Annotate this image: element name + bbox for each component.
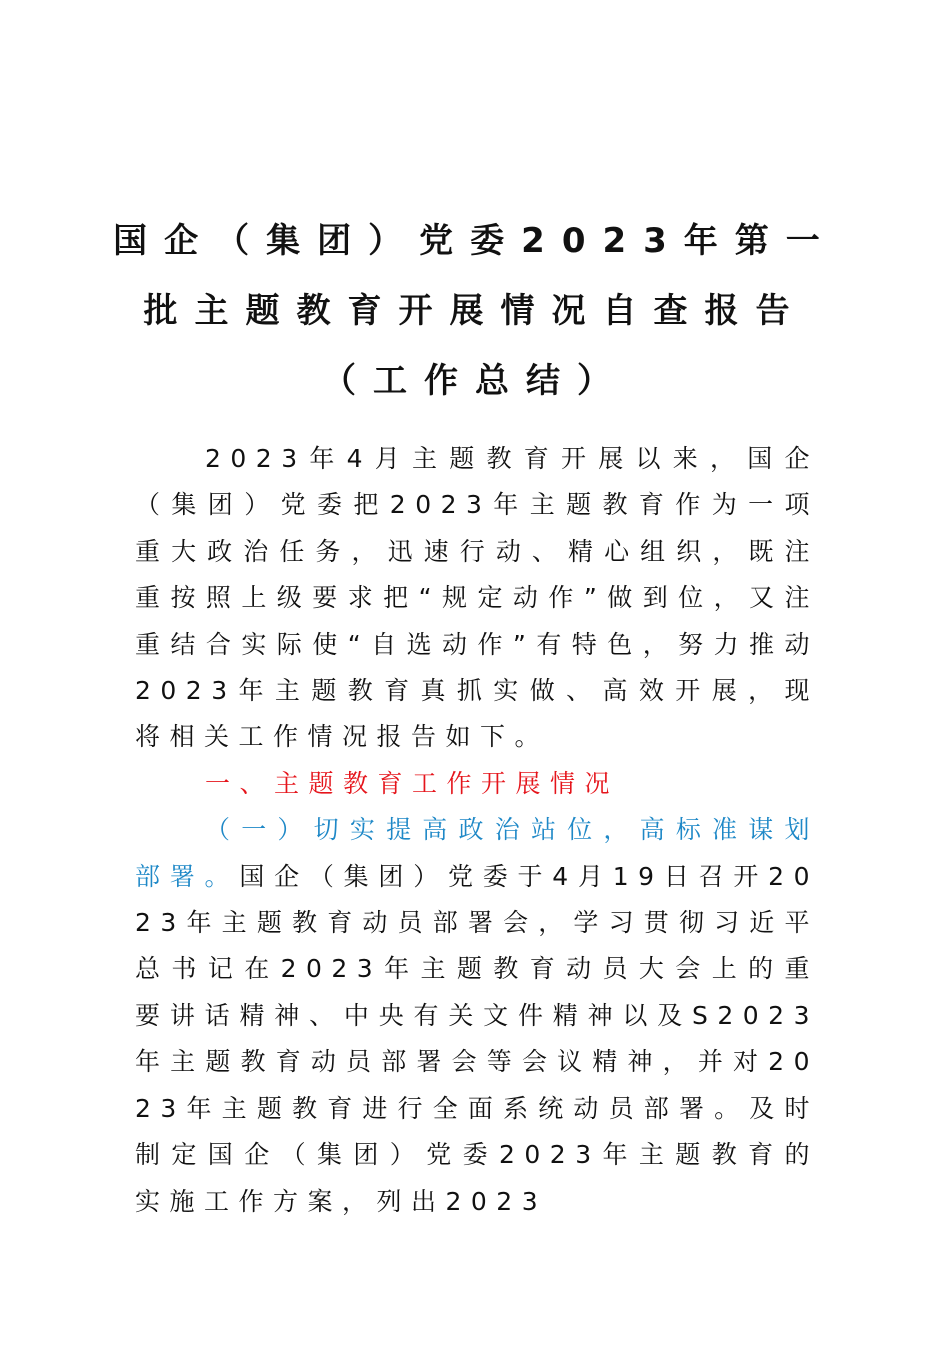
title-line-3: （工作总结） [322,361,628,401]
subsection-heading-1: （一）切实提高政治站位，高标准谋划部署。 [135,815,819,891]
subsection-body-1: 国企（集团）党委于4月19日召开2023年主题教育动员部署会，学习贯彻习近平总书记在2023年主题教育动员大会上的重要讲话精神、中央有关文件精神以及S2023年主题教育动员部署会等会议精神，并对2023年主题教育进行全面系统动员部署。及时制定国企（集团）党委2023年主题教育的实施工作方案，列出2023 [135,861,819,1216]
title-line-2: 批主题教育开展情况自查报告 [143,291,807,331]
section-heading-1: 一、主题教育工作开展情况 [205,768,620,798]
document-title [0,206,950,416]
intro-paragraph: 2023年4月主题教育开展以来，国企（集团）党委把2023年主题教育作为一项重大政治任务，迅速行动、精心组织，既注重按照上级要求把“规定动作”做到位，又注重结合实际使“自选动作”有特色，努力推动2023年主题教育真抓实做、高效开展，现将相关工作情况报告如下。 [135,444,819,752]
subsection-paragraph-1 [135,807,819,1225]
title-line-1: 国企（集团）党委2023年第一 [113,221,837,261]
document-body [135,436,819,1225]
